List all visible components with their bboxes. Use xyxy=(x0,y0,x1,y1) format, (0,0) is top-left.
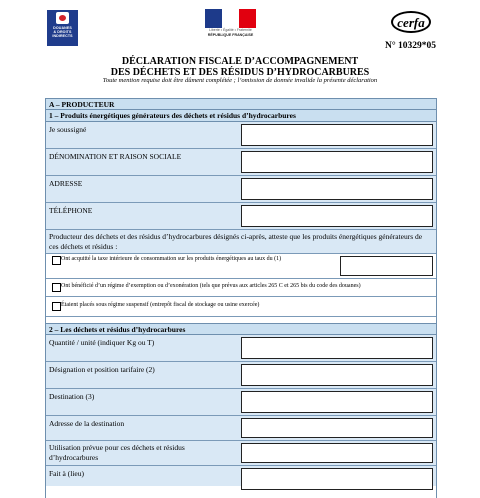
field-row-je-soussigne xyxy=(46,122,436,149)
section-a-header: A – PRODUCTEUR xyxy=(46,98,436,110)
utilisation-input[interactable] xyxy=(241,443,433,463)
je-soussigne-input[interactable] xyxy=(241,124,433,146)
cerfa-number: N° 10329*05 xyxy=(384,41,436,51)
taux-input[interactable] xyxy=(340,256,433,276)
douanes-logo-text: DOUANES & DROITS INDIRECTS xyxy=(52,26,73,39)
section-1-header: 1 – Produits énergétiques générateurs des déchets et résidus d’hydrocarbures xyxy=(46,110,436,122)
attestation-text: Producteur des déchets et des résidus d’hydrocarbures désignés ci-après, atteste que les produits énergétiques générateurs de ces déchets et résidus : xyxy=(46,230,436,254)
checkbox-regime-suspensif[interactable] xyxy=(52,302,61,311)
option-row-suspensif xyxy=(46,297,436,317)
field-row-quantite xyxy=(46,335,436,362)
field-row-designation xyxy=(46,362,436,389)
telephone-input[interactable] xyxy=(241,205,433,227)
adresse-input[interactable] xyxy=(241,178,433,200)
field-label: Destination (3) xyxy=(49,392,95,401)
denomination-input[interactable] xyxy=(241,151,433,173)
field-label: ADRESSE xyxy=(49,179,83,188)
field-row-utilisation xyxy=(46,441,436,466)
quantite-input[interactable] xyxy=(241,337,433,359)
option-label: Ont bénéficié d’un régime d’exemption ou d’exonération (tels que prévus aux articles 265 C et 265 bis du code des douanes) xyxy=(61,283,361,289)
field-label: Je soussigné xyxy=(49,125,87,134)
field-label: Fait à (lieu) xyxy=(49,469,84,478)
option-row-taxe xyxy=(46,254,436,279)
option-label: Ont acquitté la taxe intérieure de consommation sur les produits énergétiques au taux du (1) xyxy=(61,256,282,262)
adresse-destination-input[interactable] xyxy=(241,418,433,438)
rf-motto: Liberté • Égalité • Fraternité xyxy=(209,28,252,32)
field-row-adresse xyxy=(46,176,436,203)
declaration-form xyxy=(45,98,437,498)
checkbox-exemption[interactable] xyxy=(52,283,61,292)
republique-francaise-logo xyxy=(205,9,256,37)
field-row-telephone xyxy=(46,203,436,230)
cerfa-logo-text: cerfa xyxy=(397,15,425,30)
document-title-line2: DES DÉCHETS ET DES RÉSIDUS D’HYDROCARBURES xyxy=(110,67,370,78)
rf-name: RÉPUBLIQUE FRANÇAISE xyxy=(207,33,254,37)
destination-input[interactable] xyxy=(241,391,433,413)
field-label: Adresse de la destination xyxy=(49,419,125,428)
document-title-line1: DÉCLARATION FISCALE D’ACCOMPAGNEMENT xyxy=(121,56,359,67)
field-row-adresse-destination xyxy=(46,416,436,441)
option-label: Étaient placés sous régime suspensif (entrepôt fiscal de stockage ou usine exercée) xyxy=(61,302,260,308)
french-flag-icon xyxy=(205,9,256,28)
document-subtitle: Toute mention requise doit être dûment complétée ; l’omission de donnée invalide la présente déclaration xyxy=(102,77,378,84)
field-row-fait-a xyxy=(46,466,436,486)
cerfa-logo xyxy=(391,11,431,33)
checkbox-taxe-acquittee[interactable] xyxy=(52,256,61,265)
douanes-emblem-icon xyxy=(56,12,69,24)
option-row-exemption xyxy=(46,279,436,297)
designation-input[interactable] xyxy=(241,364,433,386)
field-row-denomination xyxy=(46,149,436,176)
douanes-logo xyxy=(47,10,78,46)
section-2-header: 2 – Les déchets et résidus d’hydrocarbures xyxy=(46,323,436,335)
fait-a-input[interactable] xyxy=(241,468,433,490)
field-label: TÉLÉPHONE xyxy=(49,206,93,215)
field-label: DÉNOMINATION ET RAISON SOCIALE xyxy=(49,152,182,161)
field-label: Désignation et position tarifaire (2) xyxy=(49,365,155,374)
field-label: Quantité / unité (indiquer Kg ou T) xyxy=(49,338,155,347)
field-label: Utilisation prévue pour ces déchets et résidus d’hydrocarbures xyxy=(49,443,185,462)
field-row-destination xyxy=(46,389,436,416)
